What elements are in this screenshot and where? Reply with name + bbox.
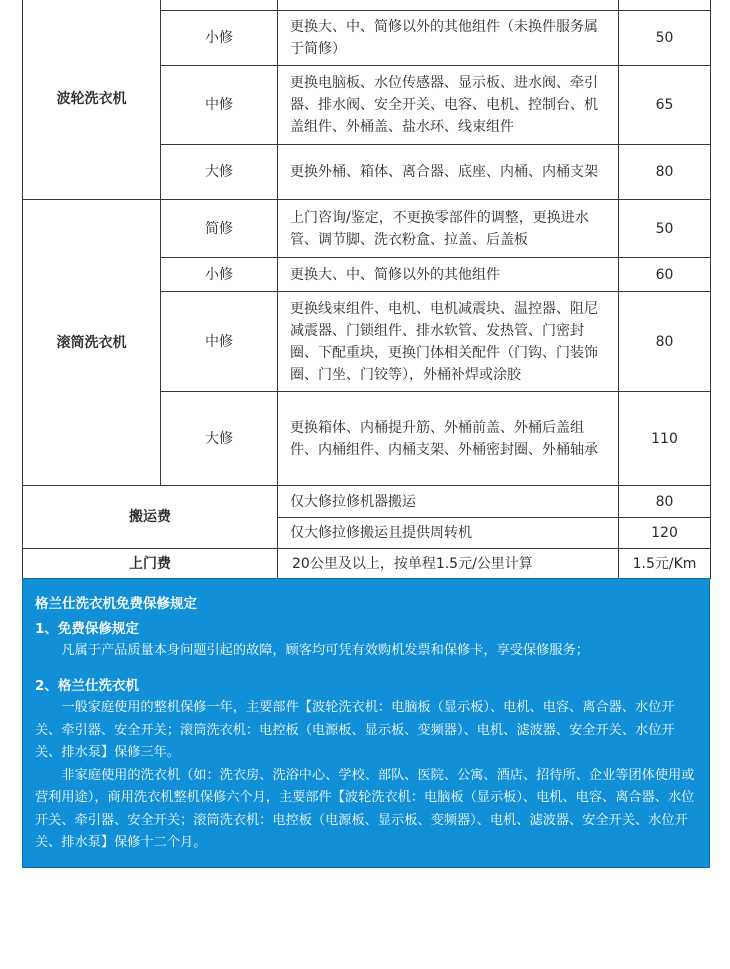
shipping-fee-label: 搬运费 bbox=[23, 486, 278, 549]
machine-type-pulsator: 波轮洗衣机 bbox=[23, 0, 161, 200]
shipping-price: 120 bbox=[619, 518, 711, 549]
repair-level: 小修 bbox=[161, 11, 278, 66]
section2-commercial-text: 非家庭使用的洗衣机（如：洗衣房、洗浴中心、学校、部队、医院、公寓、酒店、招待所、企业等团体使用或营利用途），商用洗衣机整机保修六个月，主要部件【波轮洗衣机：电脑板（显示板）、电机、电容、离合器、水位开关、牵引器、安全开关；滚筒洗衣机：电控板（电源板、显示板、变频器）、电机、滤波器、安全开关、水位开关、排水泵】保修十二个月。 bbox=[35, 767, 695, 850]
repair-price: 80 bbox=[619, 292, 711, 392]
shipping-price: 80 bbox=[619, 486, 711, 518]
repair-description: 更换电脑板、水位传感器、显示板、进水阀、牵引器、排水阀、安全开关、电容、电机、控制台、机盖组件、外桶盖、盐水环、线束组件 bbox=[278, 66, 619, 145]
repair-description: 更换大、中、简修以外的其他组件（未换件服务属于简修） bbox=[278, 11, 619, 66]
repair-level: 中修 bbox=[161, 292, 278, 392]
repair-level: 大修 bbox=[161, 392, 278, 486]
repair-description: 更换外桶、箱体、离合器、底座、内桶、内桶支架 bbox=[278, 145, 619, 200]
table-row bbox=[23, 200, 711, 258]
table-row bbox=[23, 486, 711, 518]
visit-fee-description: 20公里及以上，按单程1.5元/公里计算 bbox=[278, 549, 619, 579]
table-row bbox=[23, 549, 711, 579]
repair-level: 简修 bbox=[161, 200, 278, 258]
repair-fee-table bbox=[22, 0, 711, 579]
truncated-row-level bbox=[161, 0, 278, 11]
warranty-policy-box bbox=[22, 578, 710, 868]
machine-type-drum: 滚筒洗衣机 bbox=[23, 200, 161, 486]
visit-fee-price: 1.5元/Km bbox=[619, 549, 711, 579]
repair-price: 110 bbox=[619, 392, 711, 486]
section2-title: 2、格兰仕洗衣机 bbox=[35, 677, 139, 694]
repair-description: 更换线束组件、电机、电机减震块、温控器、阻尼减震器、门锁组件、排水软管、发热管、门密封圈、下配重块，更换门体相关配件（门钩、门装饰圈、门坐、门铰等），外桶补焊或涂胶 bbox=[278, 292, 619, 392]
shipping-description: 仅大修拉修机器搬运 bbox=[278, 486, 619, 518]
section1-text: 凡属于产品质量本身问题引起的故障，顾客均可凭有效购机发票和保修卡，享受保修服务； bbox=[61, 643, 589, 658]
repair-level: 大修 bbox=[161, 145, 278, 200]
table-row bbox=[23, 0, 711, 11]
repair-level: 中修 bbox=[161, 66, 278, 145]
repair-description: 更换大、中、简修以外的其他组件 bbox=[278, 258, 619, 292]
visit-fee-label: 上门费 bbox=[23, 549, 278, 579]
section1-title: 1、免费保修规定 bbox=[35, 620, 139, 637]
repair-description: 更换箱体、内桶提升筋、外桶前盖、外桶后盖组件、内桶组件、内桶支架、外桶密封圈、外桶轴承 bbox=[278, 392, 619, 486]
truncated-row-price bbox=[619, 0, 711, 11]
truncated-row-desc bbox=[278, 0, 619, 11]
repair-description: 上门咨询/鉴定，不更换零部件的调整，更换进水管、调节脚、洗衣粉盒、拉盖、后盖板 bbox=[278, 200, 619, 258]
shipping-description: 仅大修拉修搬运且提供周转机 bbox=[278, 518, 619, 549]
repair-level: 小修 bbox=[161, 258, 278, 292]
repair-price: 50 bbox=[619, 11, 711, 66]
repair-price: 65 bbox=[619, 66, 711, 145]
section2-household-text: 一般家庭使用的整机保修一年，主要部件【波轮洗衣机：电脑板（显示板）、电机、电容、离合器、水位开关、牵引器、安全开关；滚筒洗衣机：电控板（电源板、显示板、变频器）、电机、滤波器、安全开关、水位开关、排水泵】保修三年。 bbox=[35, 700, 675, 760]
warranty-title: 格兰仕洗衣机免费保修规定 bbox=[35, 596, 197, 612]
repair-price: 50 bbox=[619, 200, 711, 258]
repair-price: 80 bbox=[619, 145, 711, 200]
repair-price: 60 bbox=[619, 258, 711, 292]
